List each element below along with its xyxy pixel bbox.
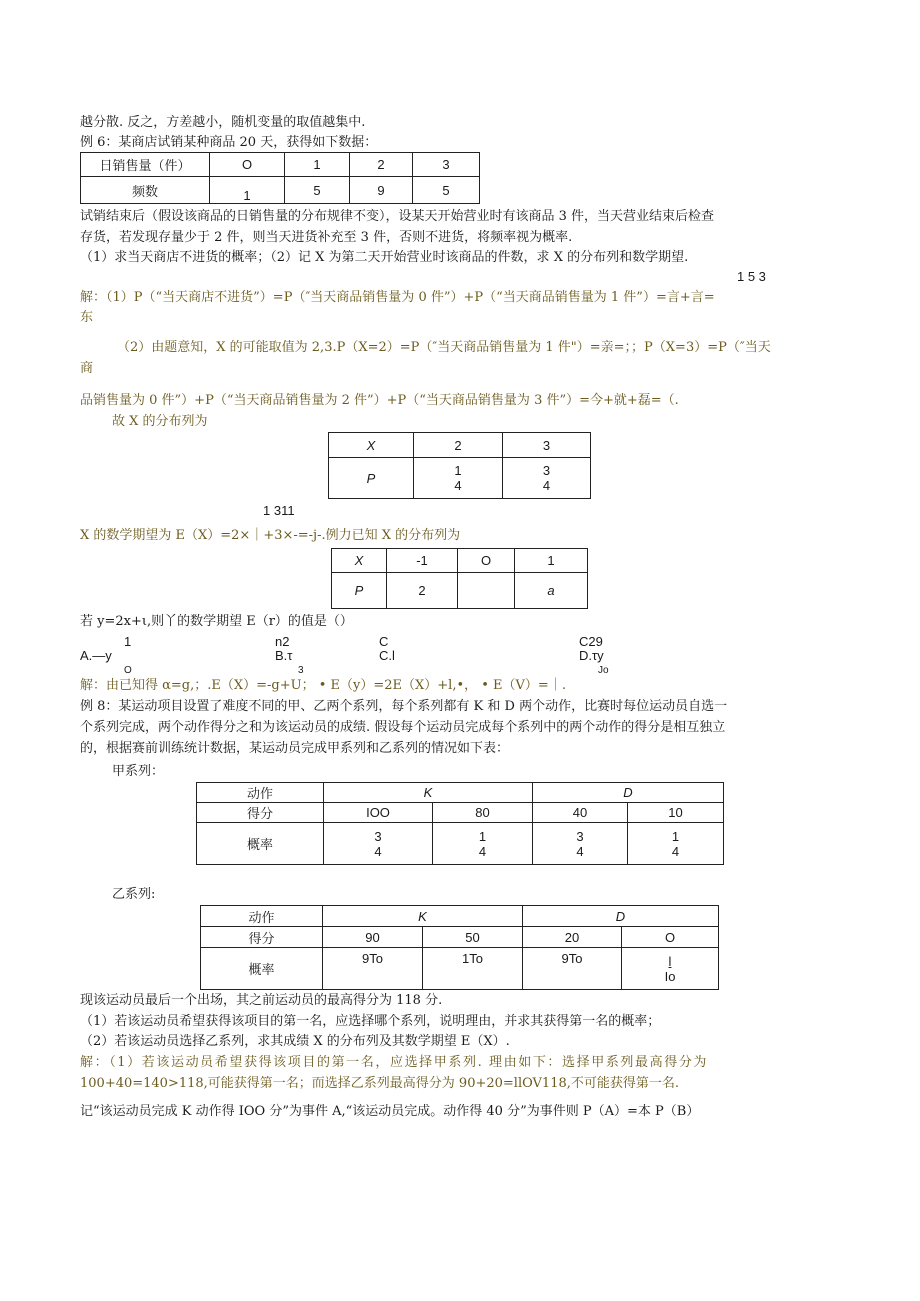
fraction-denominator: 4: [576, 843, 584, 859]
fraction-denominator: 4: [671, 843, 680, 859]
table-cell: 9: [350, 177, 413, 204]
yi-series-table: [200, 905, 719, 990]
example8-line: 个系列完成，两个动作得分之和为该运动员的成绩. 假设每个运动员完成每个系列中的两个动作的得分是相互独立: [80, 720, 726, 735]
fraction-numerators: 1 5 3: [737, 269, 766, 284]
option-d-sub: Jo: [598, 665, 609, 676]
table-cell: 日销售量（件）: [81, 153, 210, 177]
table-cell: [324, 823, 433, 865]
table-cell: 动作: [197, 783, 324, 803]
option-c: C.l: [379, 648, 395, 663]
sales-frequency-table: [80, 152, 480, 204]
table-cell: X: [329, 433, 414, 458]
x-distribution-table: [328, 432, 591, 499]
table-cell: [414, 458, 503, 499]
table-cell: P: [332, 573, 387, 609]
table-cell: K: [323, 906, 523, 927]
table-cell: D: [523, 906, 719, 927]
table-cell: [433, 823, 533, 865]
table-cell: X: [332, 549, 387, 573]
jia-series-table: [196, 782, 724, 865]
table-cell: 得分: [201, 927, 323, 948]
table-cell: 9To: [323, 948, 423, 990]
distribution-intro: 故 X 的分布列为: [112, 414, 208, 429]
table-cell: O: [458, 549, 515, 573]
question-line: 若 y=2x+ι,则丫的数学期望 E（r）的值是（）: [80, 614, 353, 629]
table-cell: [533, 823, 628, 865]
solution-line: 东: [80, 310, 94, 325]
table-cell: 50: [423, 927, 523, 948]
answer-line: 解：由已知得 α=g,；.E（X）=-g+U； • E（y）=2E（X）+l,•， • E（V）=｜.: [80, 678, 566, 693]
table-cell: 频数: [81, 177, 210, 204]
solution-line: 解：（1）若该运动员希望获得该项目的第一名，应选择甲系列. 理由如下：选择甲系列最高得分为: [80, 1055, 709, 1070]
table-cell: 1: [210, 177, 285, 204]
fraction-numerator: l: [668, 953, 672, 969]
closing-line: 现该运动员最后一个出场，其之前运动员的最高得分为 118 分.: [80, 993, 443, 1008]
fraction-numerator: 1: [671, 828, 680, 844]
solution-line: 品销售量为 0 件”）+P（“当天商品销售量为 2 件”）+P（“当天商品销售量为 3 件”）=今+就+磊=（.: [80, 393, 679, 408]
solution-line: 100+40=140>118,可能获得第一名；而选择乙系列最高得分为 90+20=llOV118,不可能获得第一名.: [80, 1076, 680, 1091]
example6-title: 例 6：某商店试销某种商品 20 天，获得如下数据：: [80, 135, 378, 150]
table-cell: [458, 573, 515, 609]
option-d-top: C29: [579, 634, 603, 649]
solution-line: 商: [80, 361, 94, 376]
table-cell: 90: [323, 927, 423, 948]
table-cell: 40: [533, 803, 628, 823]
option-b-top: n2: [275, 634, 290, 649]
table-cell: 得分: [197, 803, 324, 823]
option-a-sub: O: [124, 665, 132, 676]
table-cell: 3: [503, 433, 591, 458]
table-cell: 9To: [523, 948, 622, 990]
jia-series-label: 甲系列：: [112, 764, 165, 779]
table-cell: 概率: [197, 823, 324, 865]
solution-line: 记“该运动员完成 K 动作得 IOO 分”为事件 A,“该运动员完成。动作得 40 分”为事件则 P（A）=本 P（B）: [80, 1104, 700, 1119]
table-cell: a: [515, 573, 588, 609]
option-a-top: 1: [124, 634, 132, 649]
table-cell: D: [533, 783, 724, 803]
closing-line: （2）若该运动员选择乙系列，求其成绩 X 的分布列及其数学期望 E（X）.: [80, 1034, 510, 1049]
closing-line: （1）若该运动员希望获得该项目的第一名，应选择哪个系列，说明理由，并求其获得第一名的概率；: [80, 1014, 661, 1029]
fraction-denominator: 4: [542, 478, 551, 493]
table-cell: IOO: [324, 803, 433, 823]
example8-line: 例 8：某运动项目设置了难度不同的甲、乙两个系列，每个系列都有 K 和 D 两个动作，比赛时每位运动员自选一: [80, 699, 728, 714]
yi-series-label: 乙系列:: [112, 887, 156, 902]
table-cell: 80: [433, 803, 533, 823]
solution-line: 解：（1）P（“当天商店不进货”）=P（″当天商品销售量为 0 件”）+P（“当天商品销售量为 1 件”）=言+言=: [80, 290, 715, 305]
fraction-denominator: 4: [374, 843, 382, 859]
fraction-numerator: 3: [374, 828, 382, 844]
paragraph: 存货，若发现存量少于 2 件，则当天进货补充至 3 件，否则不进货，将频率视为概率.: [80, 230, 573, 245]
example8-line: 的，根据赛前训练统计数据，某运动员完成甲系列和乙系列的情况如下表：: [80, 741, 510, 756]
fraction-numerator: 1: [454, 463, 462, 478]
table-cell: 2: [387, 573, 458, 609]
table-cell: O: [210, 153, 285, 177]
table-cell: 1To: [423, 948, 523, 990]
option-b: B.τ: [275, 648, 293, 663]
table-cell: P: [329, 458, 414, 499]
option-a: A.—y: [80, 648, 112, 663]
fraction-denominator: 4: [478, 843, 487, 859]
option-d: D.τy: [579, 648, 604, 663]
table-cell: 2: [414, 433, 503, 458]
paragraph: 试销结束后（假设该商品的日销售量的分布规律不变），设某天开始营业时有该商品 3 件，当天营业结束后检查: [80, 209, 715, 224]
table-cell: 20: [523, 927, 622, 948]
table-cell: 1: [515, 549, 588, 573]
x-distribution-table-2: [331, 548, 588, 609]
table-cell: [503, 458, 591, 499]
table-cell: 1: [285, 153, 350, 177]
fraction-numerator: 3: [576, 828, 584, 844]
table-cell: [628, 823, 724, 865]
option-c-top: C: [379, 634, 389, 649]
intro-line: 越分散. 反之，方差越小，随机变量的取值越集中.: [80, 115, 366, 130]
table-cell: 5: [413, 177, 480, 204]
table-cell: [622, 948, 719, 990]
table-cell: 动作: [201, 906, 323, 927]
solution-line: （2）由题意知，X 的可能取值为 2,3.P（X=2）=P（″当天商品销售量为 1 件"）=亲=；；P（X=3）=P（″当天: [117, 340, 771, 355]
fraction-denominator: Io: [664, 968, 676, 984]
table-cell: 3: [413, 153, 480, 177]
paragraph: （1）求当天商店不进货的概率；（2）记 X 为第二天开始营业时该商品的件数，求 X 的分布列和数学期望.: [80, 250, 689, 265]
table-cell: 2: [350, 153, 413, 177]
table-cell: K: [324, 783, 533, 803]
expectation-line: X 的数学期望为 E（X）=2×｜+3×-=-j-.例力已知 X 的分布列为: [80, 528, 461, 543]
table-cell: 概率: [201, 948, 323, 990]
fraction-numerator: 1: [478, 828, 487, 844]
table-cell: 10: [628, 803, 724, 823]
fraction-denominator: 4: [454, 478, 462, 493]
table-cell: O: [622, 927, 719, 948]
table-cell: -1: [387, 549, 458, 573]
fraction-numerator: 3: [542, 463, 551, 478]
option-b-sub: 3: [298, 665, 304, 676]
table-cell: 5: [285, 177, 350, 204]
fraction-numerators: 1 311: [263, 503, 295, 518]
